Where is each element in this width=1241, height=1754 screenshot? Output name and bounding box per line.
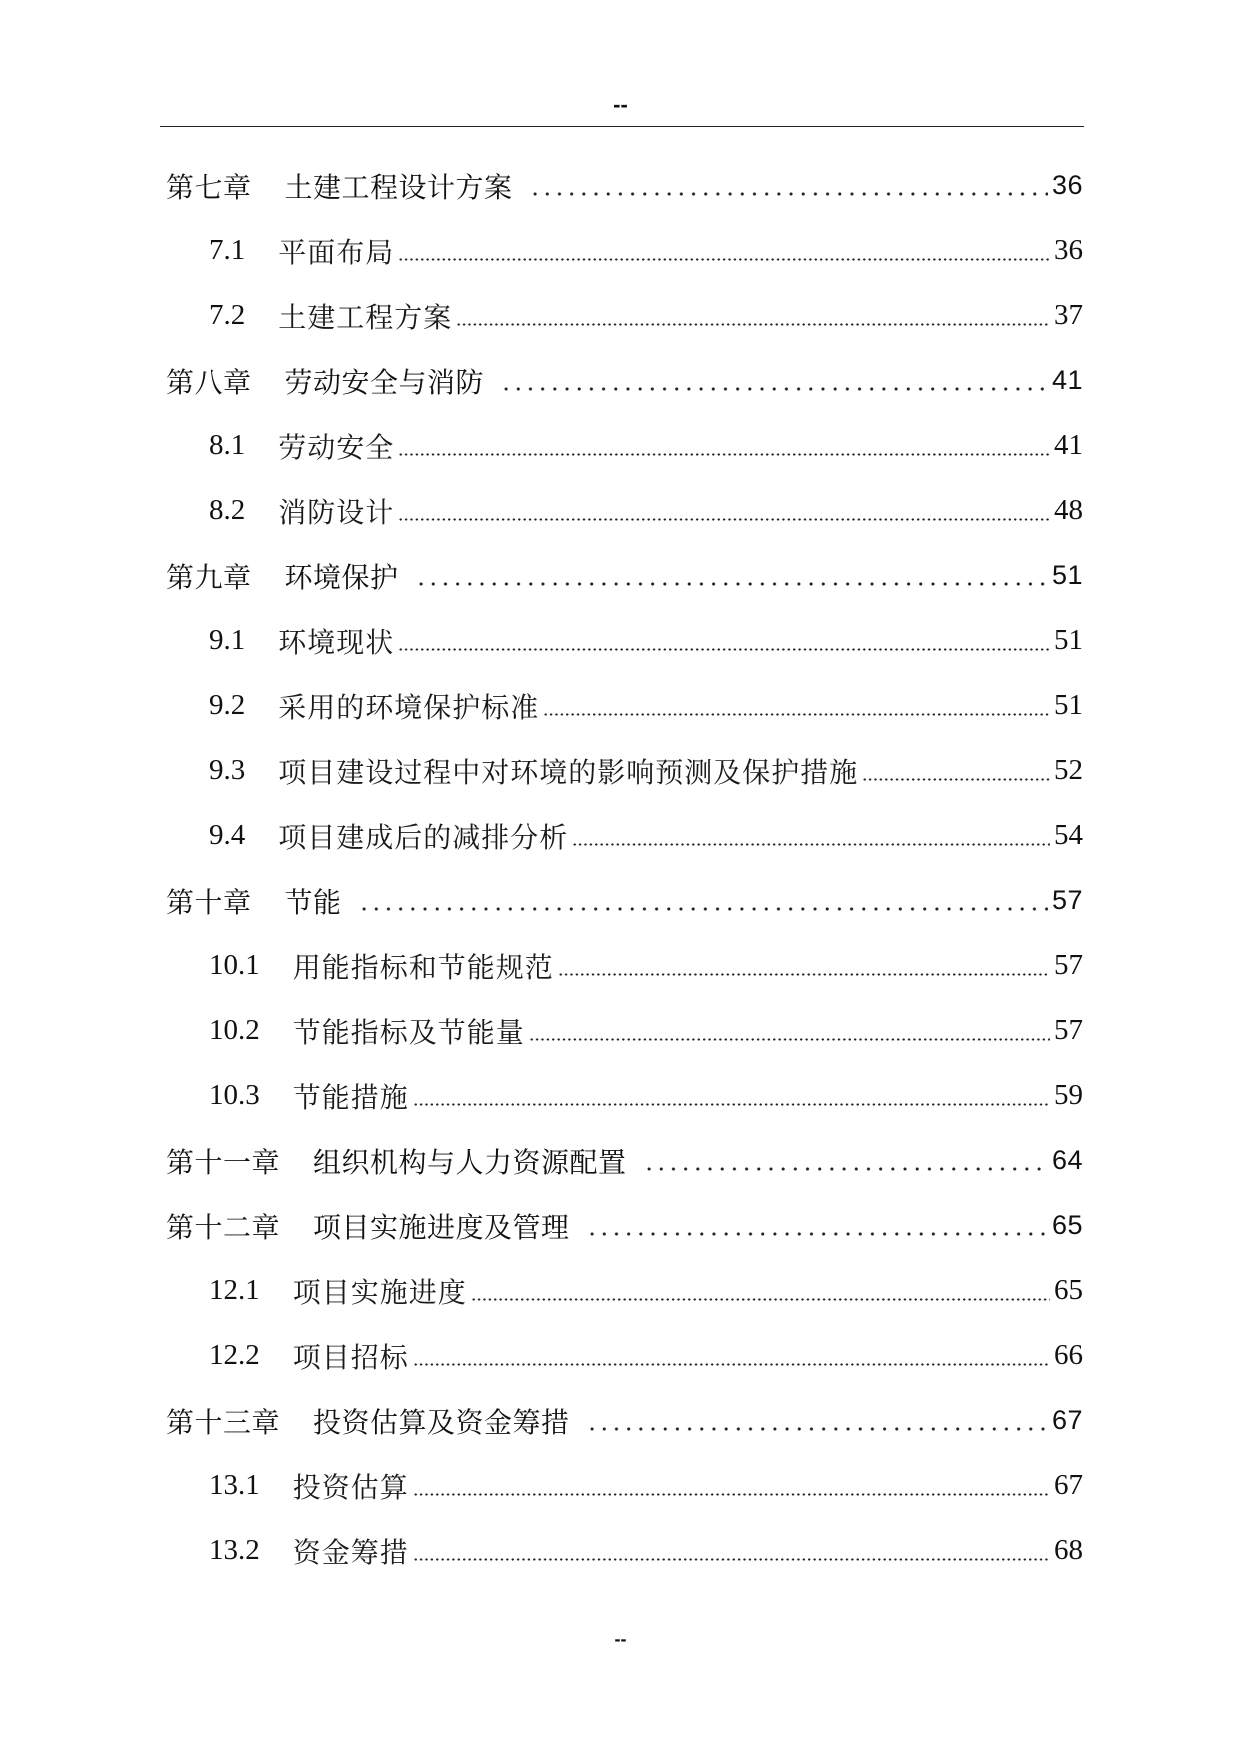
toc-entry-title: 环境现状 [278, 625, 395, 659]
toc-entry-page-number: 52 [1054, 754, 1083, 786]
toc-entry-page-number: 54 [1054, 819, 1083, 851]
toc-entry-title: 用能指标和节能规范 [292, 950, 554, 984]
toc-entry-page-number: 59 [1054, 1079, 1083, 1111]
toc-entry-number: 9.4 [209, 819, 246, 851]
toc-dot-leader [358, 907, 1048, 911]
toc-entry-page-number: 41 [1054, 429, 1083, 461]
toc-entry-page-number: 65 [1054, 1274, 1083, 1306]
toc-entry-section[interactable] [0, 1453, 1241, 1518]
toc-entry-chapter[interactable] [0, 543, 1241, 608]
toc-entry-number: 8.2 [209, 494, 246, 526]
toc-entry-title: 平面布局 [278, 235, 395, 269]
toc-entry-page-number: 57 [1051, 885, 1083, 915]
toc-entry-title: 组织机构与人力资源配置 [313, 1145, 627, 1179]
page-footer-mark: -- [614, 1629, 627, 1649]
toc-entry-section[interactable] [0, 933, 1241, 998]
toc-entry-title: 投资估算 [292, 1470, 409, 1504]
toc-entry-section[interactable] [0, 1258, 1241, 1323]
toc-entry-title: 环境保护 [284, 560, 399, 594]
toc-dot-leader [471, 1298, 1050, 1301]
toc-entry-title: 土建工程设计方案 [284, 170, 513, 204]
header-rule [160, 126, 1084, 127]
toc-entry-number: 第十二章 [166, 1210, 281, 1244]
toc-dot-leader [413, 1103, 1050, 1106]
toc-entry-number: 8.1 [209, 429, 246, 461]
toc-dot-leader [572, 843, 1050, 846]
toc-dot-leader [413, 1558, 1050, 1561]
toc-entry-title: 项目建成后的减排分析 [278, 820, 569, 854]
toc-dot-leader [529, 192, 1048, 196]
toc-entry-page-number: 41 [1051, 365, 1083, 395]
toc-entry-number: 第十一章 [166, 1145, 281, 1179]
toc-entry-chapter[interactable] [0, 153, 1241, 218]
table-of-contents [0, 153, 1241, 1583]
toc-entry-number: 第七章 [166, 170, 252, 204]
toc-entry-title: 节能措施 [292, 1080, 409, 1114]
toc-entry-section[interactable] [0, 1063, 1241, 1128]
toc-entry-number: 13.2 [209, 1534, 260, 1566]
toc-entry-number: 9.3 [209, 754, 246, 786]
toc-entry-number: 9.1 [209, 624, 246, 656]
toc-entry-number: 9.2 [209, 689, 246, 721]
toc-entry-page-number: 64 [1051, 1145, 1083, 1175]
toc-entry-title: 消防设计 [278, 495, 395, 529]
toc-dot-leader [398, 518, 1050, 521]
toc-dot-leader [862, 778, 1050, 781]
toc-entry-title: 节能指标及节能量 [292, 1015, 525, 1049]
toc-entry-page-number: 48 [1054, 494, 1083, 526]
toc-entry-chapter[interactable] [0, 1388, 1241, 1453]
toc-entry-number: 第十章 [166, 885, 252, 919]
toc-entry-section[interactable] [0, 413, 1241, 478]
toc-entry-section[interactable] [0, 1323, 1241, 1388]
toc-dot-leader [558, 973, 1050, 976]
toc-dot-leader [398, 258, 1050, 261]
toc-entry-chapter[interactable] [0, 868, 1241, 933]
toc-entry-number: 10.2 [209, 1014, 260, 1046]
toc-entry-title: 资金筹措 [292, 1535, 409, 1569]
toc-entry-title: 劳动安全与消防 [284, 365, 485, 399]
toc-entry-page-number: 51 [1054, 624, 1083, 656]
toc-entry-number: 10.1 [209, 949, 260, 981]
toc-dot-leader [413, 1493, 1050, 1496]
toc-entry-page-number: 66 [1054, 1339, 1083, 1371]
toc-dot-leader [413, 1363, 1050, 1366]
toc-dot-leader [543, 713, 1050, 716]
toc-entry-page-number: 57 [1054, 1014, 1083, 1046]
toc-entry-page-number: 51 [1051, 560, 1083, 590]
toc-entry-section[interactable] [0, 478, 1241, 543]
toc-entry-section[interactable] [0, 673, 1241, 738]
toc-entry-number: 7.2 [209, 299, 246, 331]
toc-dot-leader [586, 1427, 1048, 1431]
toc-entry-title: 项目建设过程中对环境的影响预测及保护措施 [278, 755, 859, 789]
toc-dot-leader [529, 1038, 1050, 1041]
toc-entry-section[interactable] [0, 803, 1241, 868]
toc-entry-section[interactable] [0, 218, 1241, 283]
toc-entry-section[interactable] [0, 608, 1241, 673]
page-header-mark: -- [613, 92, 628, 117]
toc-entry-number: 13.1 [209, 1469, 260, 1501]
toc-dot-leader [586, 1232, 1048, 1236]
toc-entry-title: 采用的环境保护标准 [278, 690, 540, 724]
toc-entry-number: 10.3 [209, 1079, 260, 1111]
toc-entry-chapter[interactable] [0, 348, 1241, 413]
toc-entry-chapter[interactable] [0, 1193, 1241, 1258]
toc-dot-leader [415, 582, 1048, 586]
toc-entry-page-number: 36 [1054, 234, 1083, 266]
toc-entry-section[interactable] [0, 738, 1241, 803]
toc-entry-number: 12.1 [209, 1274, 260, 1306]
toc-entry-chapter[interactable] [0, 1128, 1241, 1193]
toc-entry-title: 节能 [284, 885, 342, 919]
toc-entry-title: 土建工程方案 [278, 300, 453, 334]
toc-dot-leader [398, 453, 1050, 456]
toc-entry-section[interactable] [0, 283, 1241, 348]
toc-entry-number: 12.2 [209, 1339, 260, 1371]
toc-entry-title: 项目招标 [292, 1340, 409, 1374]
toc-entry-number: 第九章 [166, 560, 252, 594]
toc-entry-page-number: 65 [1051, 1210, 1083, 1240]
toc-entry-page-number: 36 [1051, 170, 1083, 200]
toc-entry-title: 项目实施进度 [292, 1275, 467, 1309]
toc-dot-leader [456, 323, 1050, 326]
toc-entry-page-number: 51 [1054, 689, 1083, 721]
toc-entry-number: 第八章 [166, 365, 252, 399]
toc-entry-page-number: 68 [1054, 1534, 1083, 1566]
toc-entry-number: 第十三章 [166, 1405, 281, 1439]
toc-dot-leader [398, 648, 1050, 651]
toc-dot-leader [643, 1167, 1048, 1171]
toc-dot-leader [500, 387, 1048, 391]
toc-entry-title: 项目实施进度及管理 [313, 1210, 570, 1244]
toc-entry-section[interactable] [0, 998, 1241, 1063]
toc-entry-title: 投资估算及资金筹措 [313, 1405, 570, 1439]
toc-entry-page-number: 37 [1054, 299, 1083, 331]
toc-entry-page-number: 67 [1051, 1405, 1083, 1435]
toc-entry-number: 7.1 [209, 234, 246, 266]
toc-entry-section[interactable] [0, 1518, 1241, 1583]
toc-entry-page-number: 57 [1054, 949, 1083, 981]
toc-entry-title: 劳动安全 [278, 430, 395, 464]
toc-entry-page-number: 67 [1054, 1469, 1083, 1501]
